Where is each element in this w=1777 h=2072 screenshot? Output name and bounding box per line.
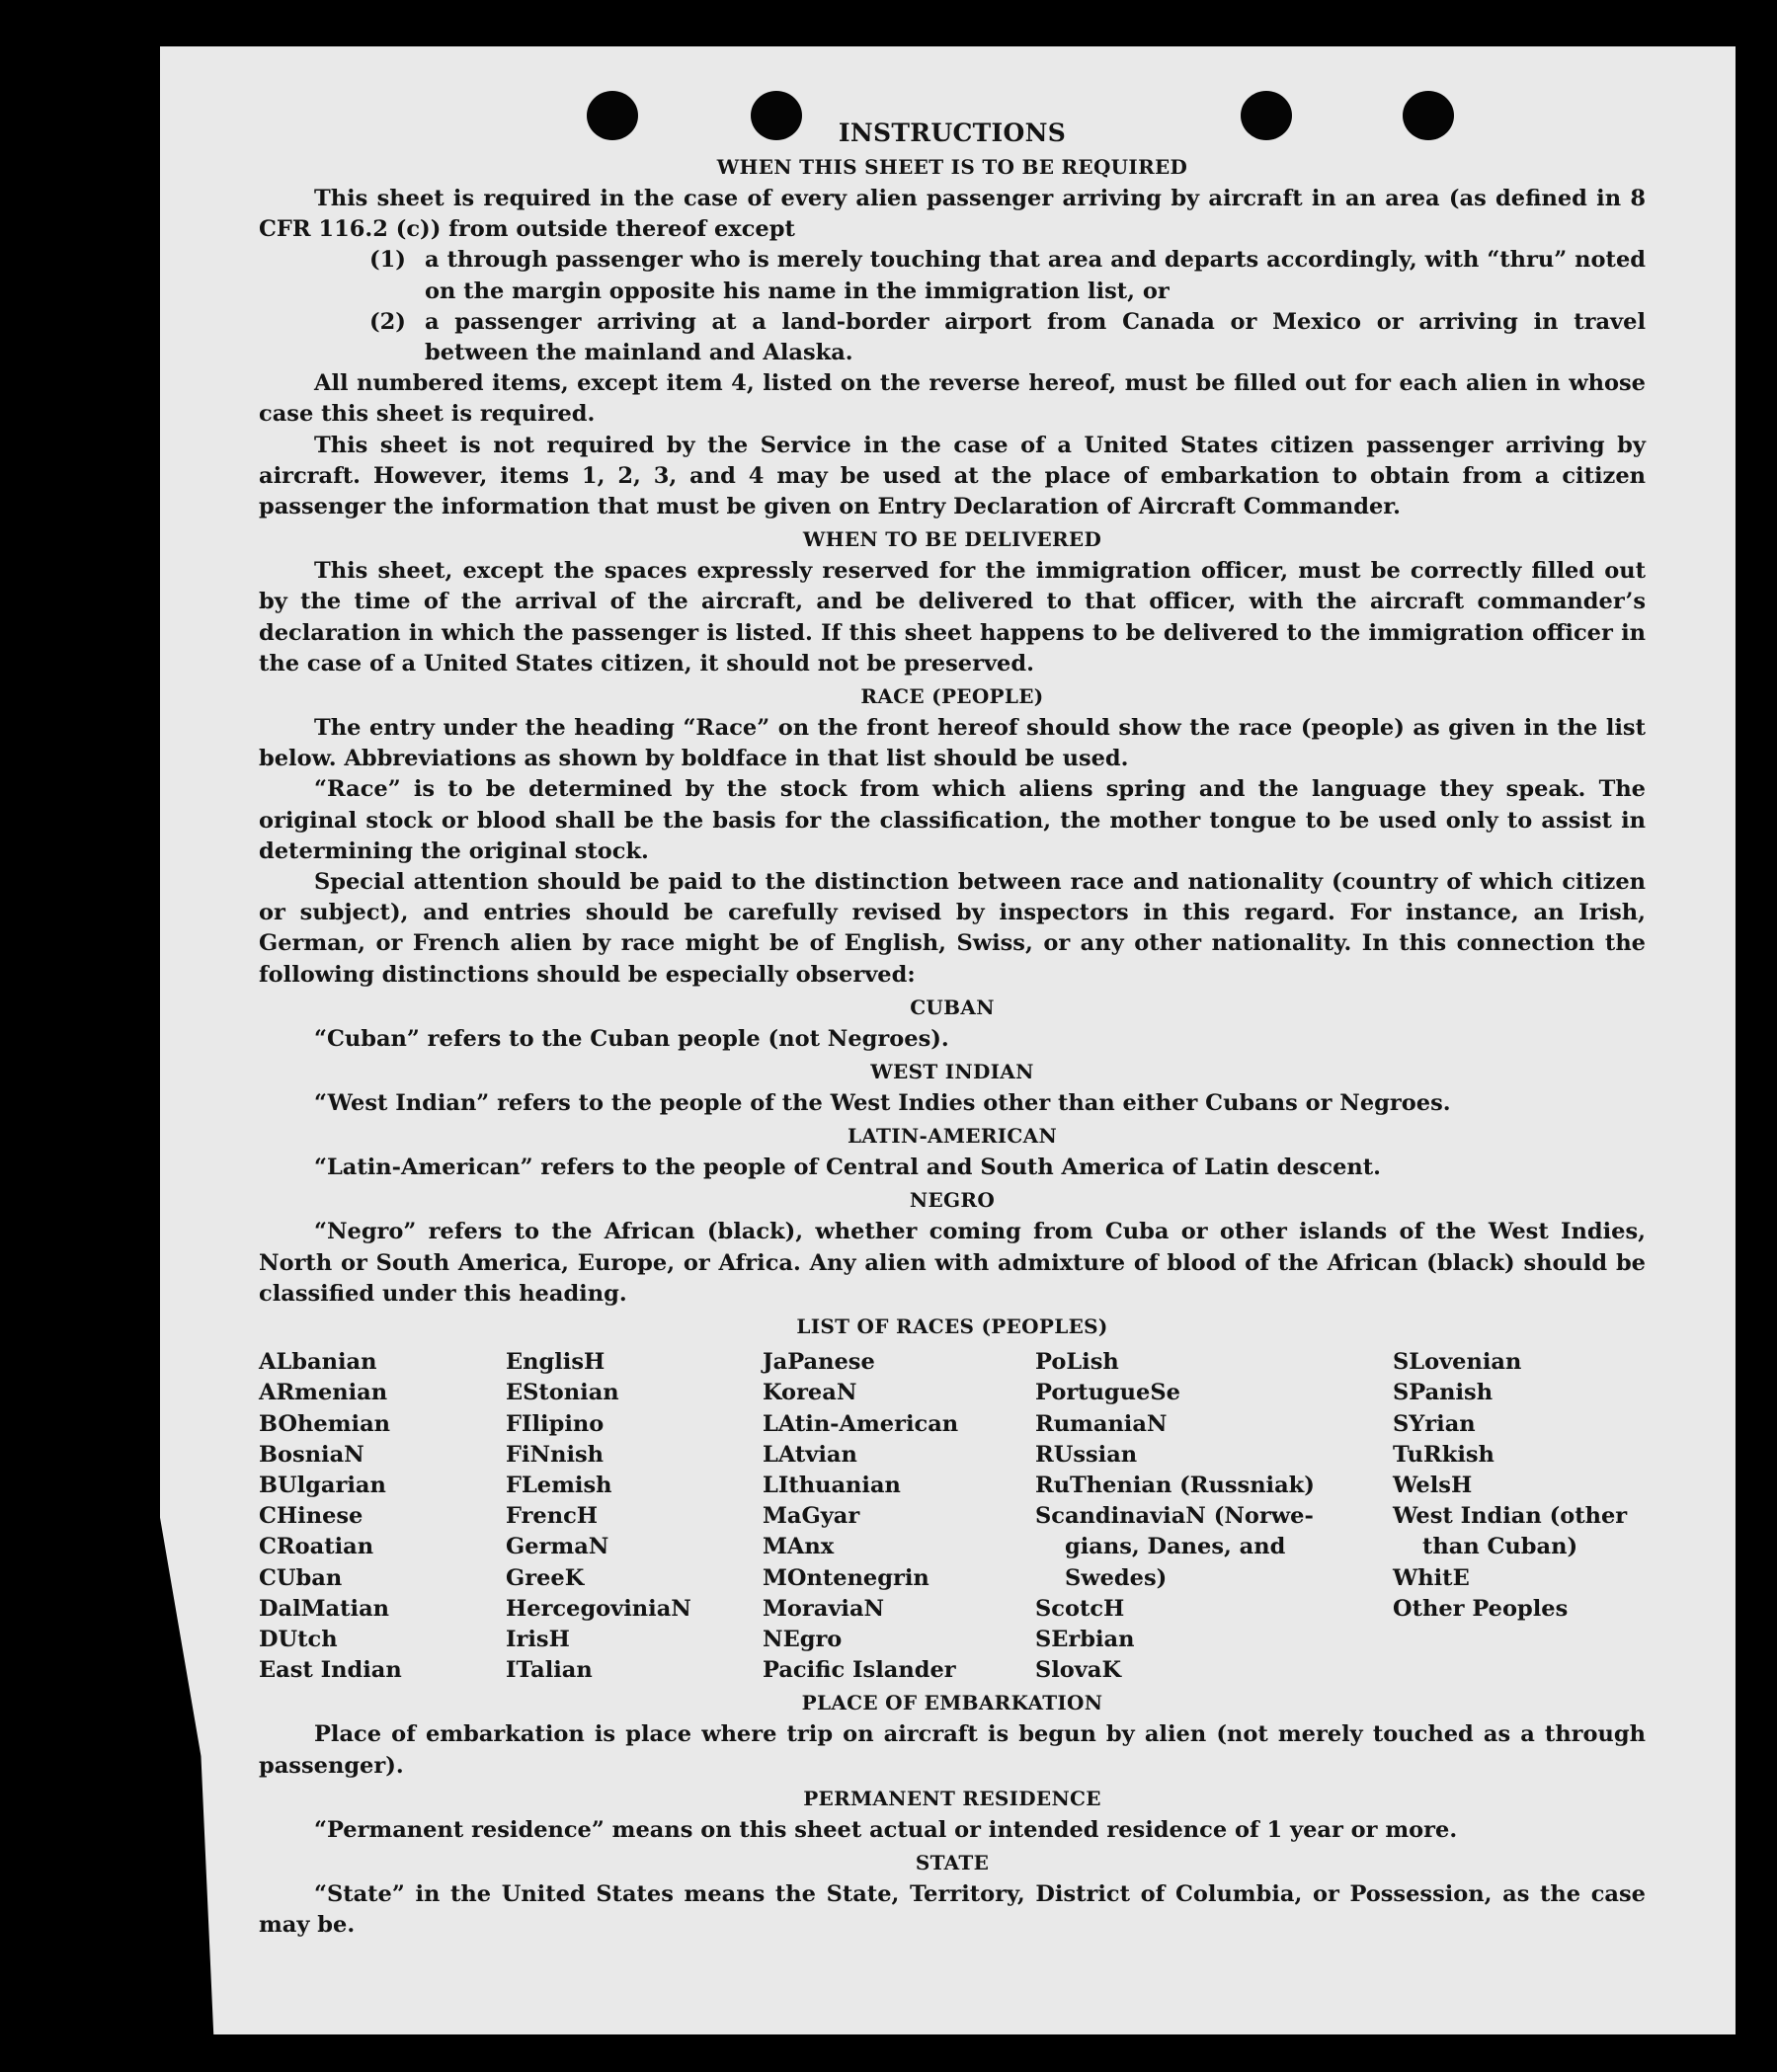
race-entry: KoreaN <box>763 1380 857 1406</box>
race-entry: FIlipino <box>506 1410 605 1437</box>
item-number: (1) <box>369 247 406 274</box>
race-entry: Other Peoples <box>1393 1595 1569 1622</box>
race-entry: MOntenegrin <box>763 1564 929 1591</box>
race-entry: gians, Danes, and <box>1065 1534 1286 1560</box>
section-heading: STATE <box>915 1850 990 1874</box>
race-entry: LAtin-American <box>763 1410 959 1437</box>
race-entry: SYrian <box>1393 1410 1476 1437</box>
races-list <box>259 1347 1646 1686</box>
races-column <box>506 1347 763 1686</box>
race-entry: GreeK <box>506 1564 585 1591</box>
section-heading: NEGRO <box>909 1188 996 1213</box>
race-entry: WelsH <box>1393 1472 1473 1498</box>
section-heading: PERMANENT RESIDENCE <box>803 1786 1101 1810</box>
item-text: a passenger arriving at a land-border airport from Canada or Mexico or arriving in travel between the mainland and Alaska. <box>425 308 1646 366</box>
race-entry: than Cuban) <box>1422 1534 1578 1560</box>
paragraph: Special attention should be paid to the distinction between race and nationality (country of which citizen or subject), and entries should be carefully revised by inspectors in this regard. For instance, an Irish, German, or French alien by race might be of English, Swiss, or any other nationality. In this connection the following distinctions should be especially observed: <box>259 869 1646 988</box>
races-column <box>1393 1347 1646 1686</box>
list-item <box>259 307 1646 368</box>
section-heading: PLACE OF EMBARKATION <box>801 1691 1103 1715</box>
paragraph: The entry under the heading “Race” on the front hereof should show the race (people) as given in the list below. Abbreviations as shown by boldface in that list should be used. <box>259 715 1646 772</box>
section-heading: WEST INDIAN <box>870 1060 1034 1084</box>
race-entry: SlovaK <box>1035 1657 1122 1684</box>
races-column <box>1035 1347 1393 1686</box>
race-entry: ITalian <box>506 1657 593 1684</box>
section-heading: LATIN-AMERICAN <box>847 1124 1058 1149</box>
section-heading: LIST OF RACES (PEOPLES) <box>796 1315 1108 1339</box>
race-entry: SPanish <box>1393 1380 1494 1406</box>
race-entry: CRoatian <box>259 1534 374 1560</box>
item-number: (2) <box>369 308 406 335</box>
race-entry: RuThenian (Russniak) <box>1035 1472 1315 1498</box>
page-title: INSTRUCTIONS <box>838 119 1067 147</box>
race-entry: PortugueSe <box>1035 1380 1180 1406</box>
list-item <box>259 245 1646 306</box>
paragraph: This sheet, except the spaces expressly reserved for the immigration officer, must be correctly filled out by the time of the arrival of the aircraft, and be delivered to that officer, with the aircraft commander’s declaration in which the passenger is listed. If this sheet happens to be delivered to the immigration officer in the case of a United States citizen, it should not be preserved. <box>259 558 1646 677</box>
race-entry: GermaN <box>506 1534 609 1560</box>
race-entry: DalMatian <box>259 1595 390 1622</box>
race-entry: BOhemian <box>259 1410 391 1437</box>
race-entry: BosniaN <box>259 1441 364 1468</box>
race-entry: CUban <box>259 1564 343 1591</box>
paragraph: “State” in the United States means the State, Territory, District of Columbia, or Possession, as the case may be. <box>259 1880 1646 1939</box>
paragraph: “Cuban” refers to the Cuban people (not Negroes). <box>314 1025 949 1052</box>
race-entry: EnglisH <box>506 1349 606 1376</box>
race-entry: CHinese <box>259 1503 363 1530</box>
paragraph: This sheet is required in the case of every alien passenger arriving by aircraft in an area (as defined in 8 CFR 116.2 (c)) from outside thereof except <box>259 186 1646 243</box>
race-entry: IrisH <box>506 1626 570 1652</box>
race-entry: EStonian <box>506 1380 619 1406</box>
race-entry: ALbanian <box>259 1349 377 1376</box>
race-entry: HercegoviniaN <box>506 1595 691 1622</box>
paragraph: “West Indian” refers to the people of the West Indies other than either Cubans or Negroes. <box>314 1090 1451 1117</box>
race-entry: MaGyar <box>763 1503 860 1530</box>
race-entry: Pacific Islander <box>763 1657 956 1684</box>
section-heading: WHEN TO BE DELIVERED <box>802 527 1102 552</box>
race-entry: TuRkish <box>1393 1441 1494 1468</box>
section-heading: RACE (PEOPLE) <box>860 684 1044 709</box>
race-entry: FiNnish <box>506 1441 605 1468</box>
races-column <box>259 1347 506 1686</box>
race-entry: FLemish <box>506 1472 612 1498</box>
paragraph: “Negro” refers to the African (black), whether coming from Cuba or other islands of the West Indies, North or South America, Europe, or Africa. Any alien with admixture of blood of the African (black) should be classified under this heading. <box>259 1219 1646 1307</box>
paragraph: “Race” is to be determined by the stock from which aliens spring and the language they speak. The original stock or blood shall be the basis for the classification, the mother tongue to be used only to assist in determining the original stock. <box>259 776 1646 864</box>
paragraph: All numbered items, except item 4, listed on the reverse hereof, must be filled out for each alien in whose case this sheet is required. <box>259 370 1646 428</box>
race-entry: West Indian (other <box>1393 1503 1628 1530</box>
race-entry: RumaniaN <box>1035 1410 1168 1437</box>
race-entry: FrencH <box>506 1503 599 1530</box>
race-entry: MoraviaN <box>763 1595 885 1622</box>
section-heading: CUBAN <box>910 995 995 1019</box>
race-entry: ScotcH <box>1035 1595 1125 1622</box>
race-entry: NEgro <box>763 1626 843 1652</box>
paragraph: This sheet is not required by the Service in the case of a United States citizen passenger arriving by aircraft. However, items 1, 2, 3, and 4 may be used at the place of embarkation to obtain from a citizen passenger the information that must be given on Entry Declaration of Aircraft Commander. <box>259 432 1646 520</box>
race-entry: East Indian <box>259 1657 402 1684</box>
race-entry: SLovenian <box>1393 1349 1522 1376</box>
race-entry: MAnx <box>763 1534 835 1560</box>
race-entry: JaPanese <box>763 1349 875 1376</box>
section-heading: WHEN THIS SHEET IS TO BE REQUIRED <box>716 155 1188 179</box>
race-entry: BUlgarian <box>259 1472 386 1498</box>
paragraph: “Permanent residence” means on this sheet actual or intended residence of 1 year or more. <box>314 1816 1458 1843</box>
item-text: a through passenger who is merely touching that area and departs accordingly, with “thru” noted on the margin opposite his name in the immigration list, or <box>425 247 1646 304</box>
race-entry: SErbian <box>1035 1626 1135 1652</box>
race-entry: RUssian <box>1035 1441 1138 1468</box>
races-column <box>763 1347 1035 1686</box>
race-entry: PoLish <box>1035 1349 1119 1376</box>
race-entry: DUtch <box>259 1626 338 1652</box>
race-entry: Swedes) <box>1065 1564 1168 1591</box>
race-entry: ScandinaviaN (Norwe- <box>1035 1503 1314 1530</box>
paragraph: Place of embarkation is place where trip on aircraft is begun by alien (not merely touched as a through passenger). <box>259 1721 1646 1779</box>
race-entry: ARmenian <box>259 1380 388 1406</box>
race-entry: LAtvian <box>763 1441 857 1468</box>
instructions-body <box>259 117 1646 1941</box>
race-entry: LIthuanian <box>763 1472 901 1498</box>
paragraph: “Latin-American” refers to the people of Central and South America of Latin descent. <box>314 1155 1381 1181</box>
race-entry: WhitE <box>1393 1564 1470 1591</box>
